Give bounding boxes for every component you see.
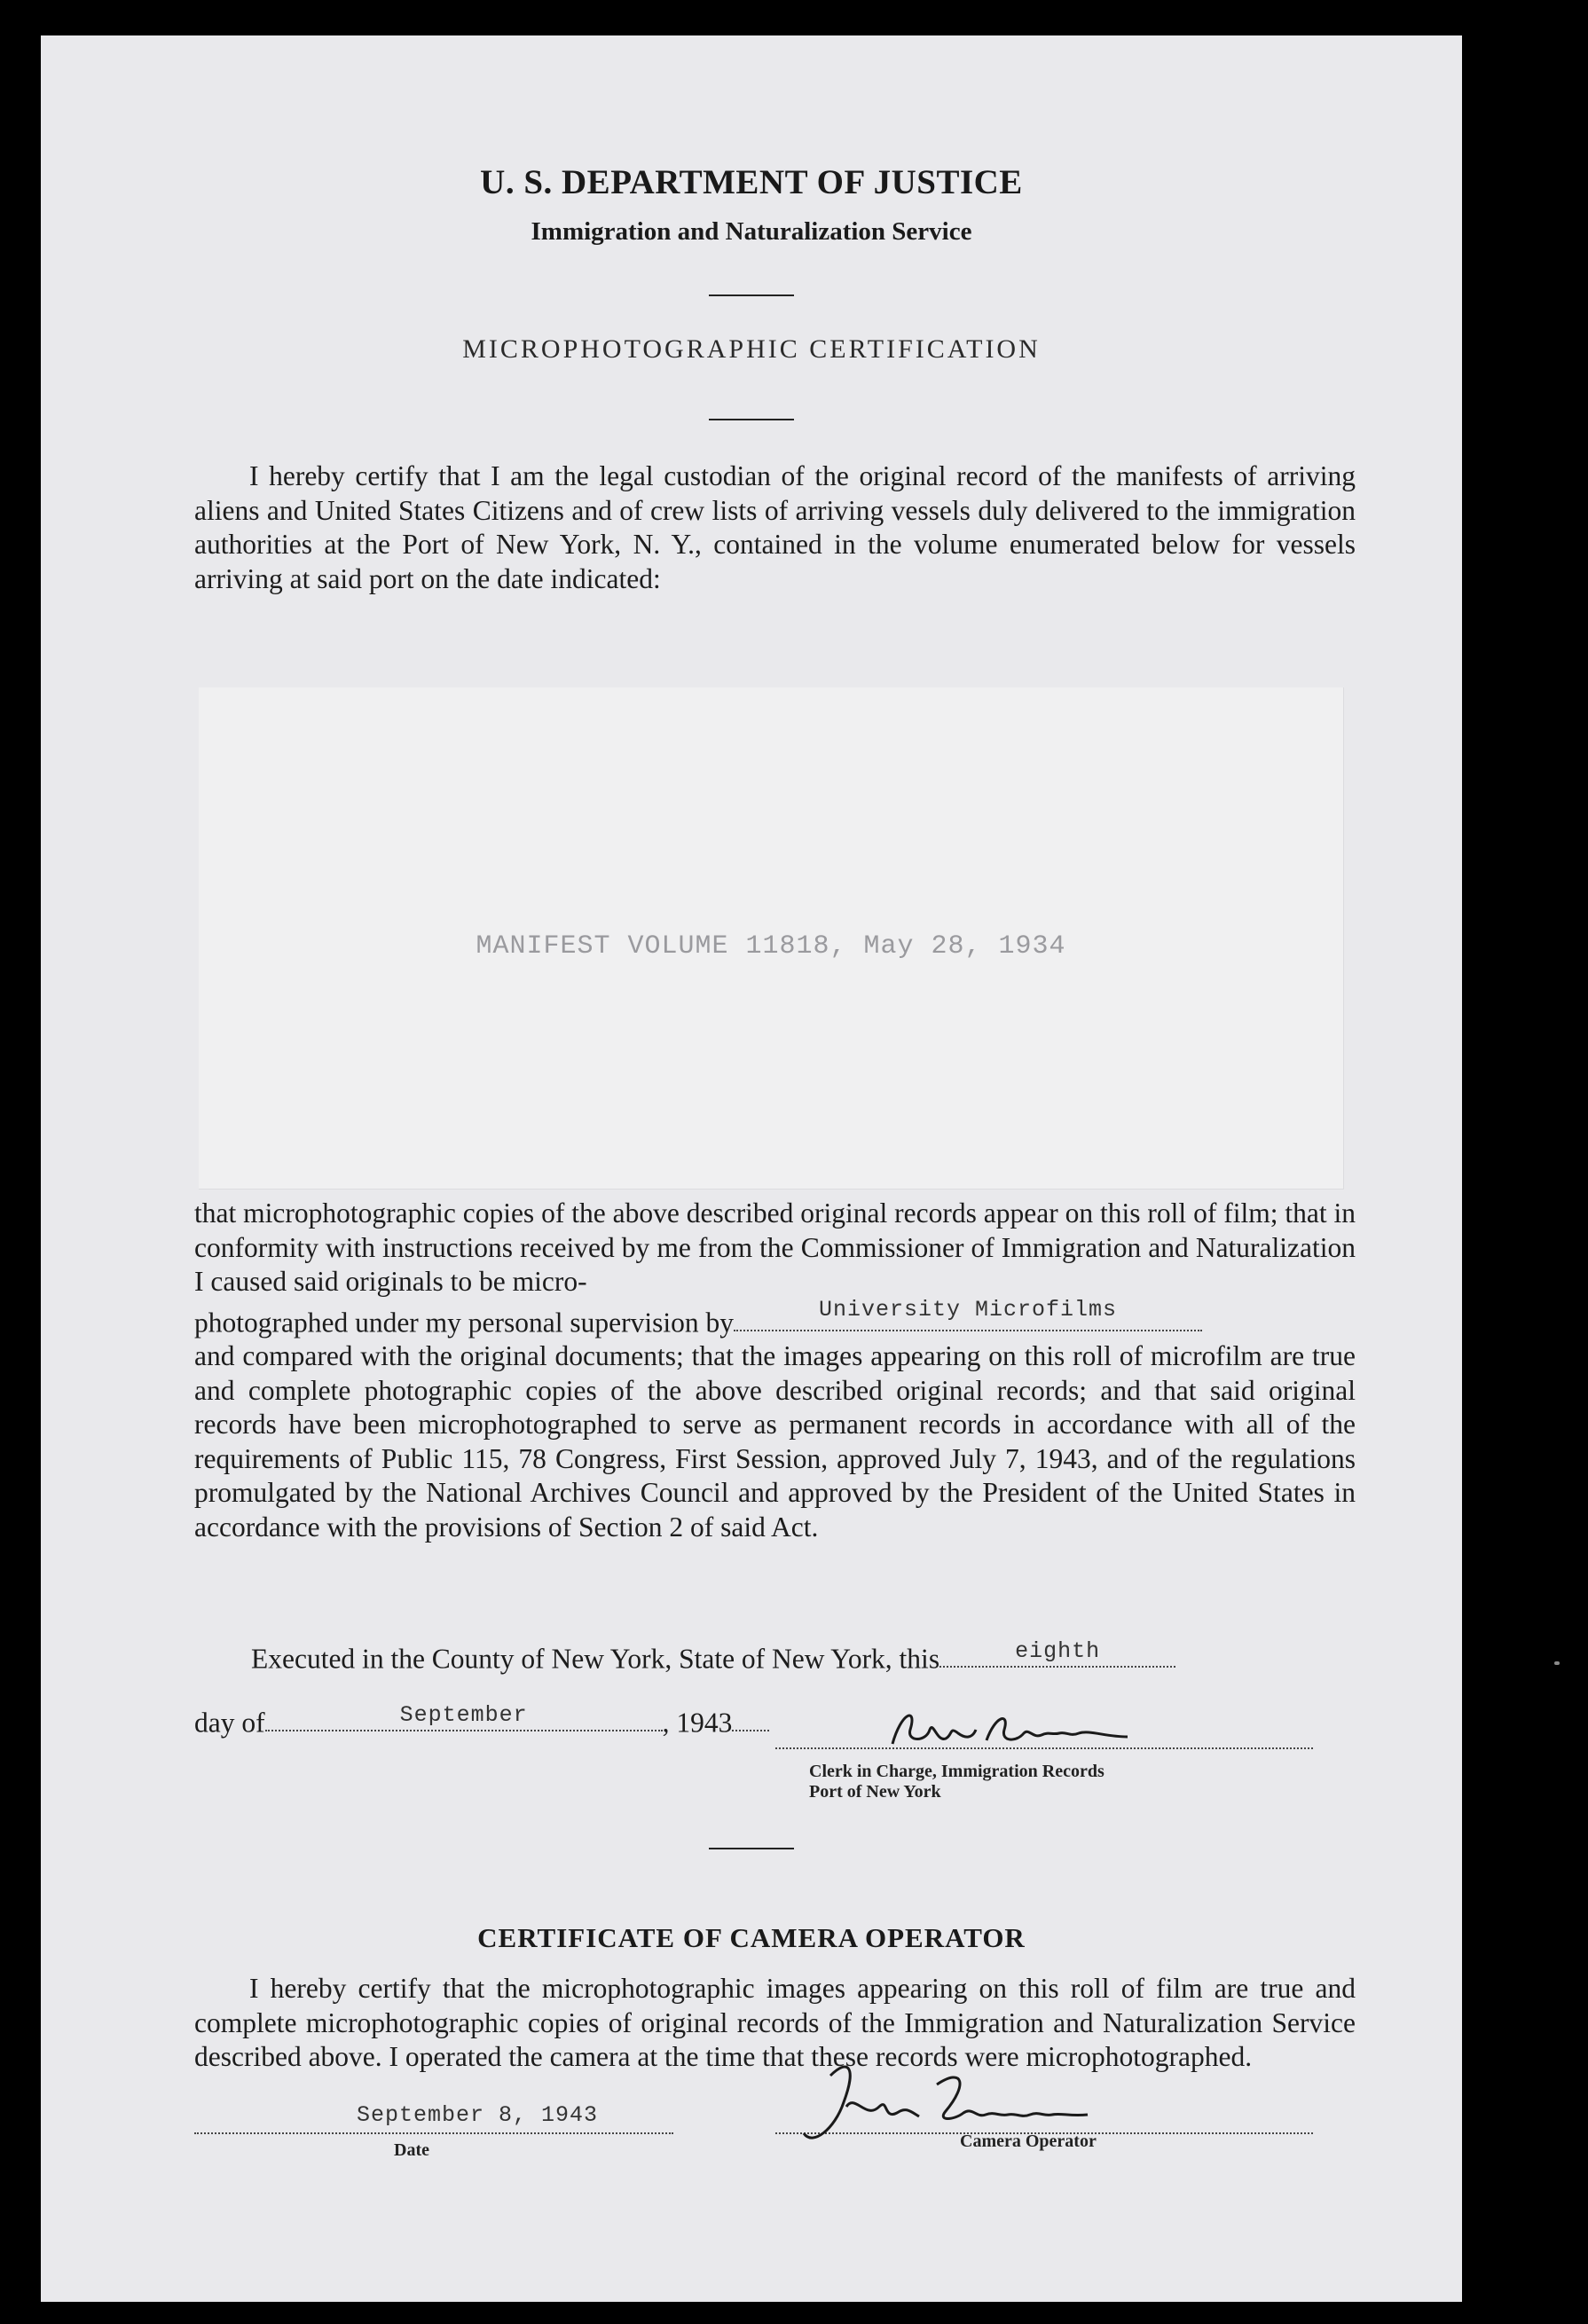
manifest-volume-label: MANIFEST VOLUME 11818, May 28, 1934 xyxy=(476,931,1066,962)
day-of-label: day of xyxy=(194,1707,265,1739)
divider-rule xyxy=(709,294,794,296)
year-value: , 1943 xyxy=(662,1707,733,1739)
camera-operator-heading: CERTIFICATE OF CAMERA OPERATOR xyxy=(477,1922,1026,1953)
clerk-title-line1: Clerk in Charge, Immigration Records xyxy=(809,1762,1105,1781)
body-text-part2: and compared with the original documents; that the images appearing on this roll of microfilm are true and complete photographic copies of the above described original records; and that said original records have been microphotographed to serve as permanent records in accordance with all of the requirements of Public 115, 78 Congress, First Session, approved July 7, 1943, and of the regulations promulgated by the National Archives Council and approved by the President of the United States in accordance with the provisions of Section 2 of said Act. xyxy=(194,1340,1356,1543)
operator-caption: Camera Operator xyxy=(960,2132,1097,2151)
intro-text: I hereby certify that I am the legal custodian of the original record of the manifests of arriving aliens and United States Citizens and of crew lists of arriving vessels duly delivered to the immigration authorities at the Port of New York, N. Y., contained in the volume enumerated below for vessels arriving at said port on the date indicated: xyxy=(194,460,1356,594)
intro-paragraph xyxy=(194,459,1356,596)
day-of-line xyxy=(194,1702,769,1739)
divider-rule xyxy=(709,1848,794,1849)
day-value: eighth xyxy=(1015,1638,1101,1665)
body-text-part1: that microphotographic copies of the above described original records appear on this roll of film; that in conformity with instructions received by me from the Commissioner of Immigration and Naturalization I caused said originals to be micro- xyxy=(194,1197,1356,1297)
department-title: U. S. DEPARTMENT OF JUSTICE xyxy=(480,163,1023,201)
camera-paragraph xyxy=(194,1972,1356,2075)
clerk-title-line2: Port of New York xyxy=(809,1782,941,1802)
month-value: September xyxy=(399,1702,528,1729)
date-caption: Date xyxy=(394,2140,429,2160)
day-field xyxy=(939,1638,1175,1668)
clerk-title xyxy=(809,1762,1105,1802)
volume-film-area xyxy=(199,687,1344,1189)
supervision-line xyxy=(194,1297,1356,1340)
clerk-signature xyxy=(884,1703,1132,1756)
document-page xyxy=(41,35,1462,2302)
camera-text: I hereby certify that the microphotographic images appearing on this roll of film are true and complete microphotographic copies of original records of the Immigration and Naturalization Service described above. I operated the camera at the time that these records were microphotographed. xyxy=(194,1973,1356,2072)
supervision-by-value: University Microfilms xyxy=(818,1297,1118,1323)
supervision-field xyxy=(734,1297,1202,1331)
date-line xyxy=(194,2132,673,2134)
body-paragraph xyxy=(194,1197,1356,1544)
camera-date-value: September 8, 1943 xyxy=(357,2102,599,2128)
month-field xyxy=(265,1702,663,1731)
divider-rule xyxy=(709,419,794,420)
service-subtitle: Immigration and Naturalization Service xyxy=(531,217,972,246)
trailing-dots xyxy=(732,1705,769,1731)
scan-speck xyxy=(1554,1661,1560,1665)
certification-heading: MICROPHOTOGRAPHIC CERTIFICATION xyxy=(462,334,1041,364)
executed-prefix: Executed in the County of New York, State of New York, this xyxy=(251,1643,940,1675)
executed-line xyxy=(251,1638,1175,1675)
supervision-prefix: photographed under my personal supervision by xyxy=(194,1306,735,1338)
